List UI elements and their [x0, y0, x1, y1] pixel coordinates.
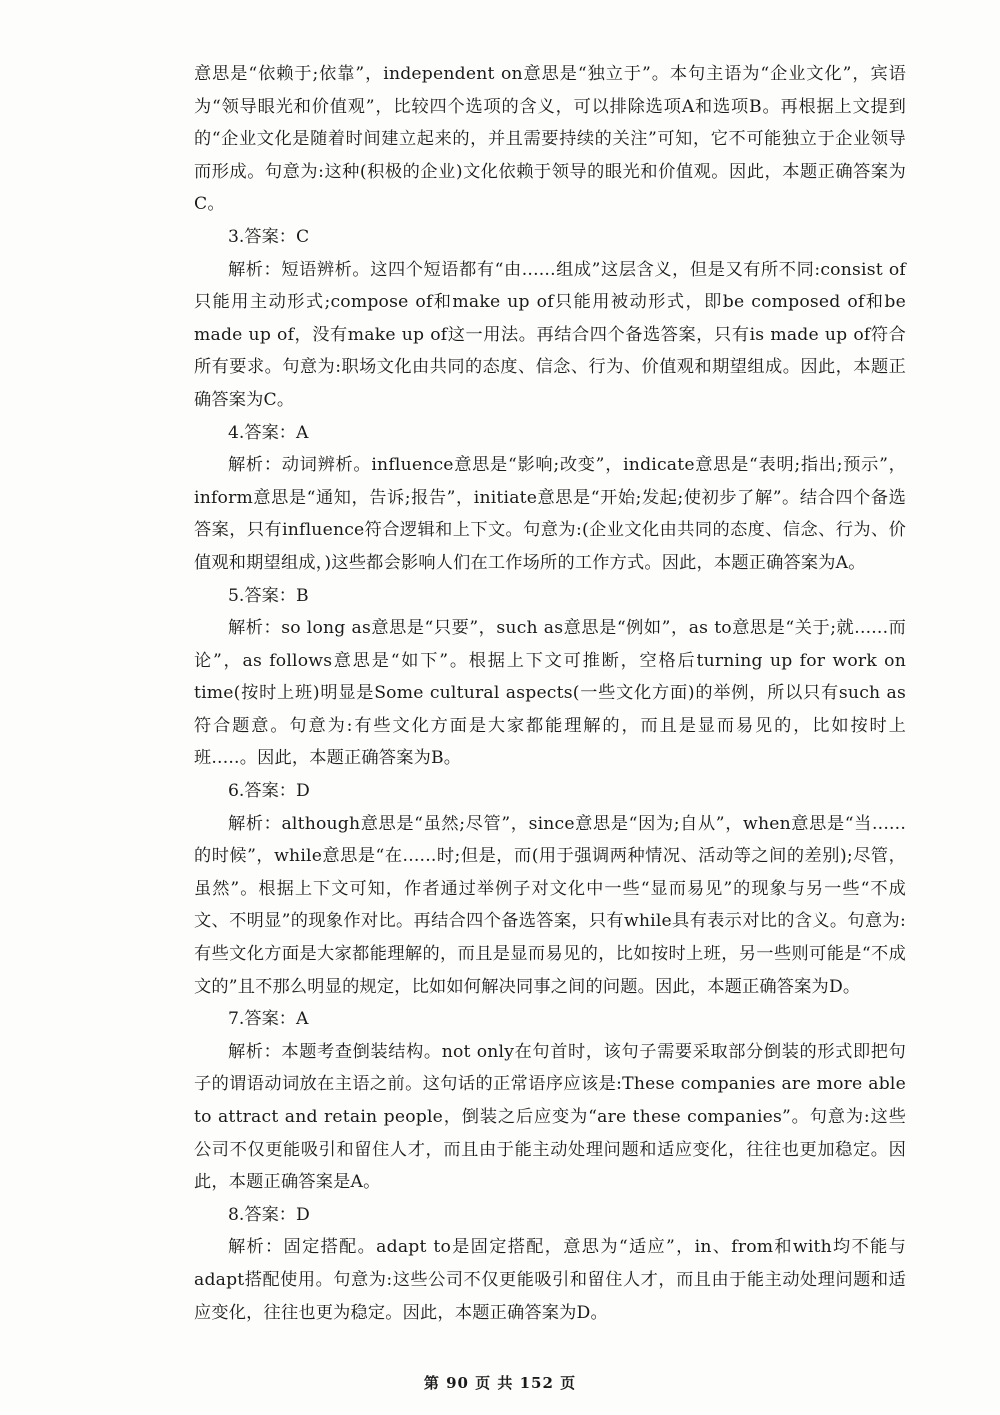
page-content	[194, 58, 906, 1329]
page-number: 第 90 页 共 152 页	[423, 1374, 577, 1392]
answer-line: 6.答案：D	[228, 781, 310, 802]
answer-line: 3.答案：C	[228, 226, 310, 247]
answer-line: 4.答案：A	[228, 422, 309, 443]
answer-line: 8.答案：D	[228, 1204, 310, 1225]
analysis-paragraph: 解析：本题考查倒装结构。not only在句首时，该句子需要采取部分倒装的形式即把句子的谓语动词放在主语之前。这句话的正常语序应该是:These companies are more able to attract and retain people，倒装之后应变为“are these companies”。句意为:这些公司不仅更能吸引和留住人才，而且由于能主动处理问题和适应变化，往往也更加稳定。因此，本题正确答案是A。	[194, 1041, 906, 1193]
analysis-paragraph: 解析：固定搭配。adapt to是固定搭配，意思为“适应”，in、from和with均不能与adapt搭配使用。句意为:这些公司不仅更能吸引和留住人才，而且由于能主动处理问题和适应变化，往往也更为稳定。因此，本题正确答案为D。	[194, 1237, 906, 1323]
answer-line: 5.答案：B	[228, 585, 309, 606]
intro-paragraph: 意思是“依赖于;依靠”，independent on意思是“独立于”。本句主语为“企业文化”，宾语为“领导眼光和价值观”，比较四个选项的含义，可以排除选项A和选项B。再根据上文提到的“企业文化是随着时间建立起来的，并且需要持续的关注”可知，它不可能独立于企业领导而形成。句意为:这种(积极的企业)文化依赖于领导的眼光和价值观。因此，本题正确答案为C。	[194, 64, 906, 215]
analysis-paragraph: 解析：so long as意思是“只要”，such as意思是“例如”，as to意思是“关于;就......而论”，as follows意思是“如下”。根据上下文可推断，空格后turning up for work on time(按时上班)明显是Some cultural aspects(一些文化方面)的举例，所以只有such as符合题意。句意为:有些文化方面是大家都能理解的，而且是显而易见的，比如按时上班.....。因此，本题正确答案为B。	[194, 618, 906, 769]
analysis-paragraph: 解析：短语辨析。这四个短语都有“由......组成”这层含义，但是又有所不同:consist of只能用主动形式;compose of和make up of只能用被动形式，即be composed of和be made up of，没有make up of这一用法。再结合四个备选答案，只有is made up of符合所有要求。句意为:职场文化由共同的态度、信念、行为、价值观和期望组成。因此，本题正确答案为C。	[194, 259, 906, 410]
answer-line: 7.答案：A	[228, 1009, 309, 1030]
analysis-paragraph: 解析：动词辨析。influence意思是“影响;改变”，indicate意思是“表明;指出;预示”，inform意思是“通知，告诉;报告”，initiate意思是“开始;发起;使初步了解”。结合四个备选答案，只有influence符合逻辑和上下文。句意为:(企业文化由共同的态度、信念、行为、价值观和期望组成，)这些都会影响人们在工作场所的工作方式。因此，本题正确答案为A。	[194, 455, 906, 573]
analysis-paragraph: 解析：although意思是“虽然;尽管”，since意思是“因为;自从”，when意思是“当......的时候”，while意思是“在......时;但是，而(用于强调两种情况、活动等之间的差别);尽管，虽然”。根据上下文可知，作者通过举例子对文化中一些“显而易见”的现象与另一些“不成文、不明显”的现象作对比。再结合四个备选答案，只有while具有表示对比的含义。句意为:有些文化方面是大家都能理解的，而且是显而易见的，比如按时上班，另一些则可能是“不成文的”且不那么明显的规定，比如如何解决同事之间的问题。因此，本题正确答案为D。	[194, 813, 906, 997]
